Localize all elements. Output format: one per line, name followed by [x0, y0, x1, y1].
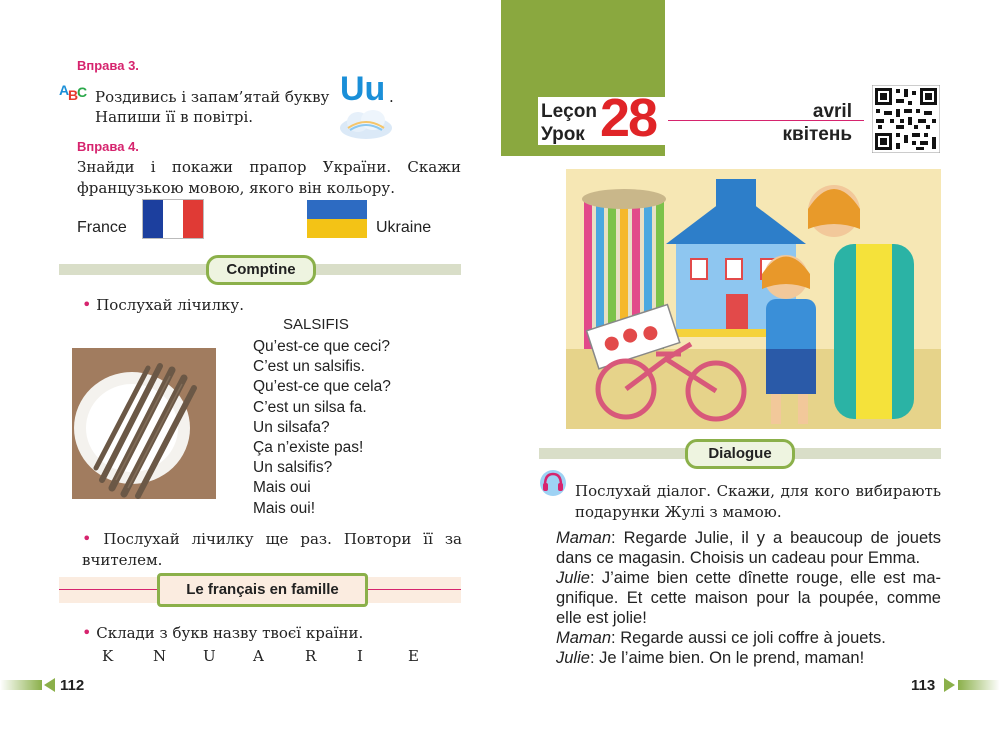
arrow-left-icon: [44, 678, 55, 692]
comptine-instruction: • Послухай лічилку.: [82, 295, 244, 314]
poem-line: Ça n’existe pas!: [253, 439, 364, 457]
period-mark: .: [389, 88, 394, 106]
lesson-lecon: Leçon: [541, 101, 597, 122]
letter-tile: K: [102, 647, 114, 665]
comptine-title: Comptine: [206, 255, 316, 285]
poem-line: C’est un silsa fa.: [253, 398, 367, 416]
lesson-urok: Урок: [541, 124, 585, 145]
dialogue-title: Dialogue: [685, 439, 795, 469]
poem-lines: [253, 337, 391, 519]
comptine-repeat: • Послухай лічилку ще раз. Повтори її за вчителем.: [82, 529, 462, 569]
cloud-icon: [338, 108, 394, 140]
dialogue-line: Maman: Regarde Julie, il y a beaucoup de jouets dans ce magasin. Choisis un cadeau pour Emma.: [556, 529, 941, 567]
page-number-left: 112: [60, 677, 85, 694]
dialogue-line: Julie: Je l’aime bien. On le prend, maman!: [556, 649, 865, 667]
family-title: Le français en famille: [157, 573, 368, 607]
poem-line: C’est un salsifis.: [253, 358, 365, 376]
footer-bar-right: [958, 680, 1000, 690]
letter-tile: E: [408, 647, 419, 665]
poem-line: Mais oui: [253, 479, 311, 497]
poem-line: Qu’est-ce que cela?: [253, 378, 391, 396]
poem-line: Mais oui!: [253, 499, 316, 517]
letter-tile: I: [357, 647, 363, 665]
page-number-right: 113: [911, 677, 936, 694]
letter-tile: R: [305, 647, 317, 665]
toy-shop-illustration: [566, 169, 941, 429]
exercise-3-line2: Напиши її в повітрі.: [95, 108, 254, 126]
poem-line: Un salsifis?: [253, 459, 333, 477]
lesson-month-fr: avril: [812, 101, 852, 122]
poem-line: Qu’est-ce que ceci?: [253, 338, 390, 355]
letter-uu: Uu: [340, 70, 386, 108]
letter-tile: A: [253, 647, 264, 665]
dialogue-instruction: Послухай діалог. Скажи, для кого вибирають подарунки Жулі з мамою.: [575, 482, 941, 521]
ukraine-flag: [307, 200, 367, 238]
poem-title: SALSIFIS: [283, 316, 349, 333]
dialogue-line: Maman: Regarde aussi ce joli coffre à jouets.: [556, 629, 886, 647]
poem-line: Un silsafa?: [253, 418, 330, 436]
dialogue-line: Julie: J’aime bien cette dînette rouge, elle est ma-gnifique. Et cette maison pour la poupée, comme elle est jolie!: [556, 569, 941, 627]
family-instruction: • Склади з букв назву твоєї країни.: [82, 623, 364, 642]
exercise-4-label: Вправа 4.: [77, 139, 139, 154]
letter-tile: N: [153, 647, 167, 665]
qr-code-icon[interactable]: [872, 85, 940, 153]
france-label: France: [77, 219, 127, 236]
letter-tile: U: [203, 647, 216, 665]
footer-bar-left: [0, 680, 42, 690]
ukraine-label: Ukraine: [376, 219, 432, 236]
dialogue-text: [556, 528, 941, 668]
exercise-3-label: Вправа 3.: [77, 58, 139, 73]
abc-icon: A B C: [59, 82, 88, 103]
france-flag: [143, 200, 203, 238]
exercise-4-text: Знайди і покажи прапор України. Скажи французькою мовою, якого він кольору.: [77, 158, 461, 197]
salsifis-photo: [72, 348, 216, 499]
headphones-icon[interactable]: [538, 469, 568, 497]
exercise-3-line1: Роздивись і запам’ятай букву: [95, 88, 330, 106]
lesson-month-ua: квітень: [782, 124, 852, 145]
arrow-right-icon: [944, 678, 955, 692]
lesson-number: 28: [600, 88, 657, 148]
